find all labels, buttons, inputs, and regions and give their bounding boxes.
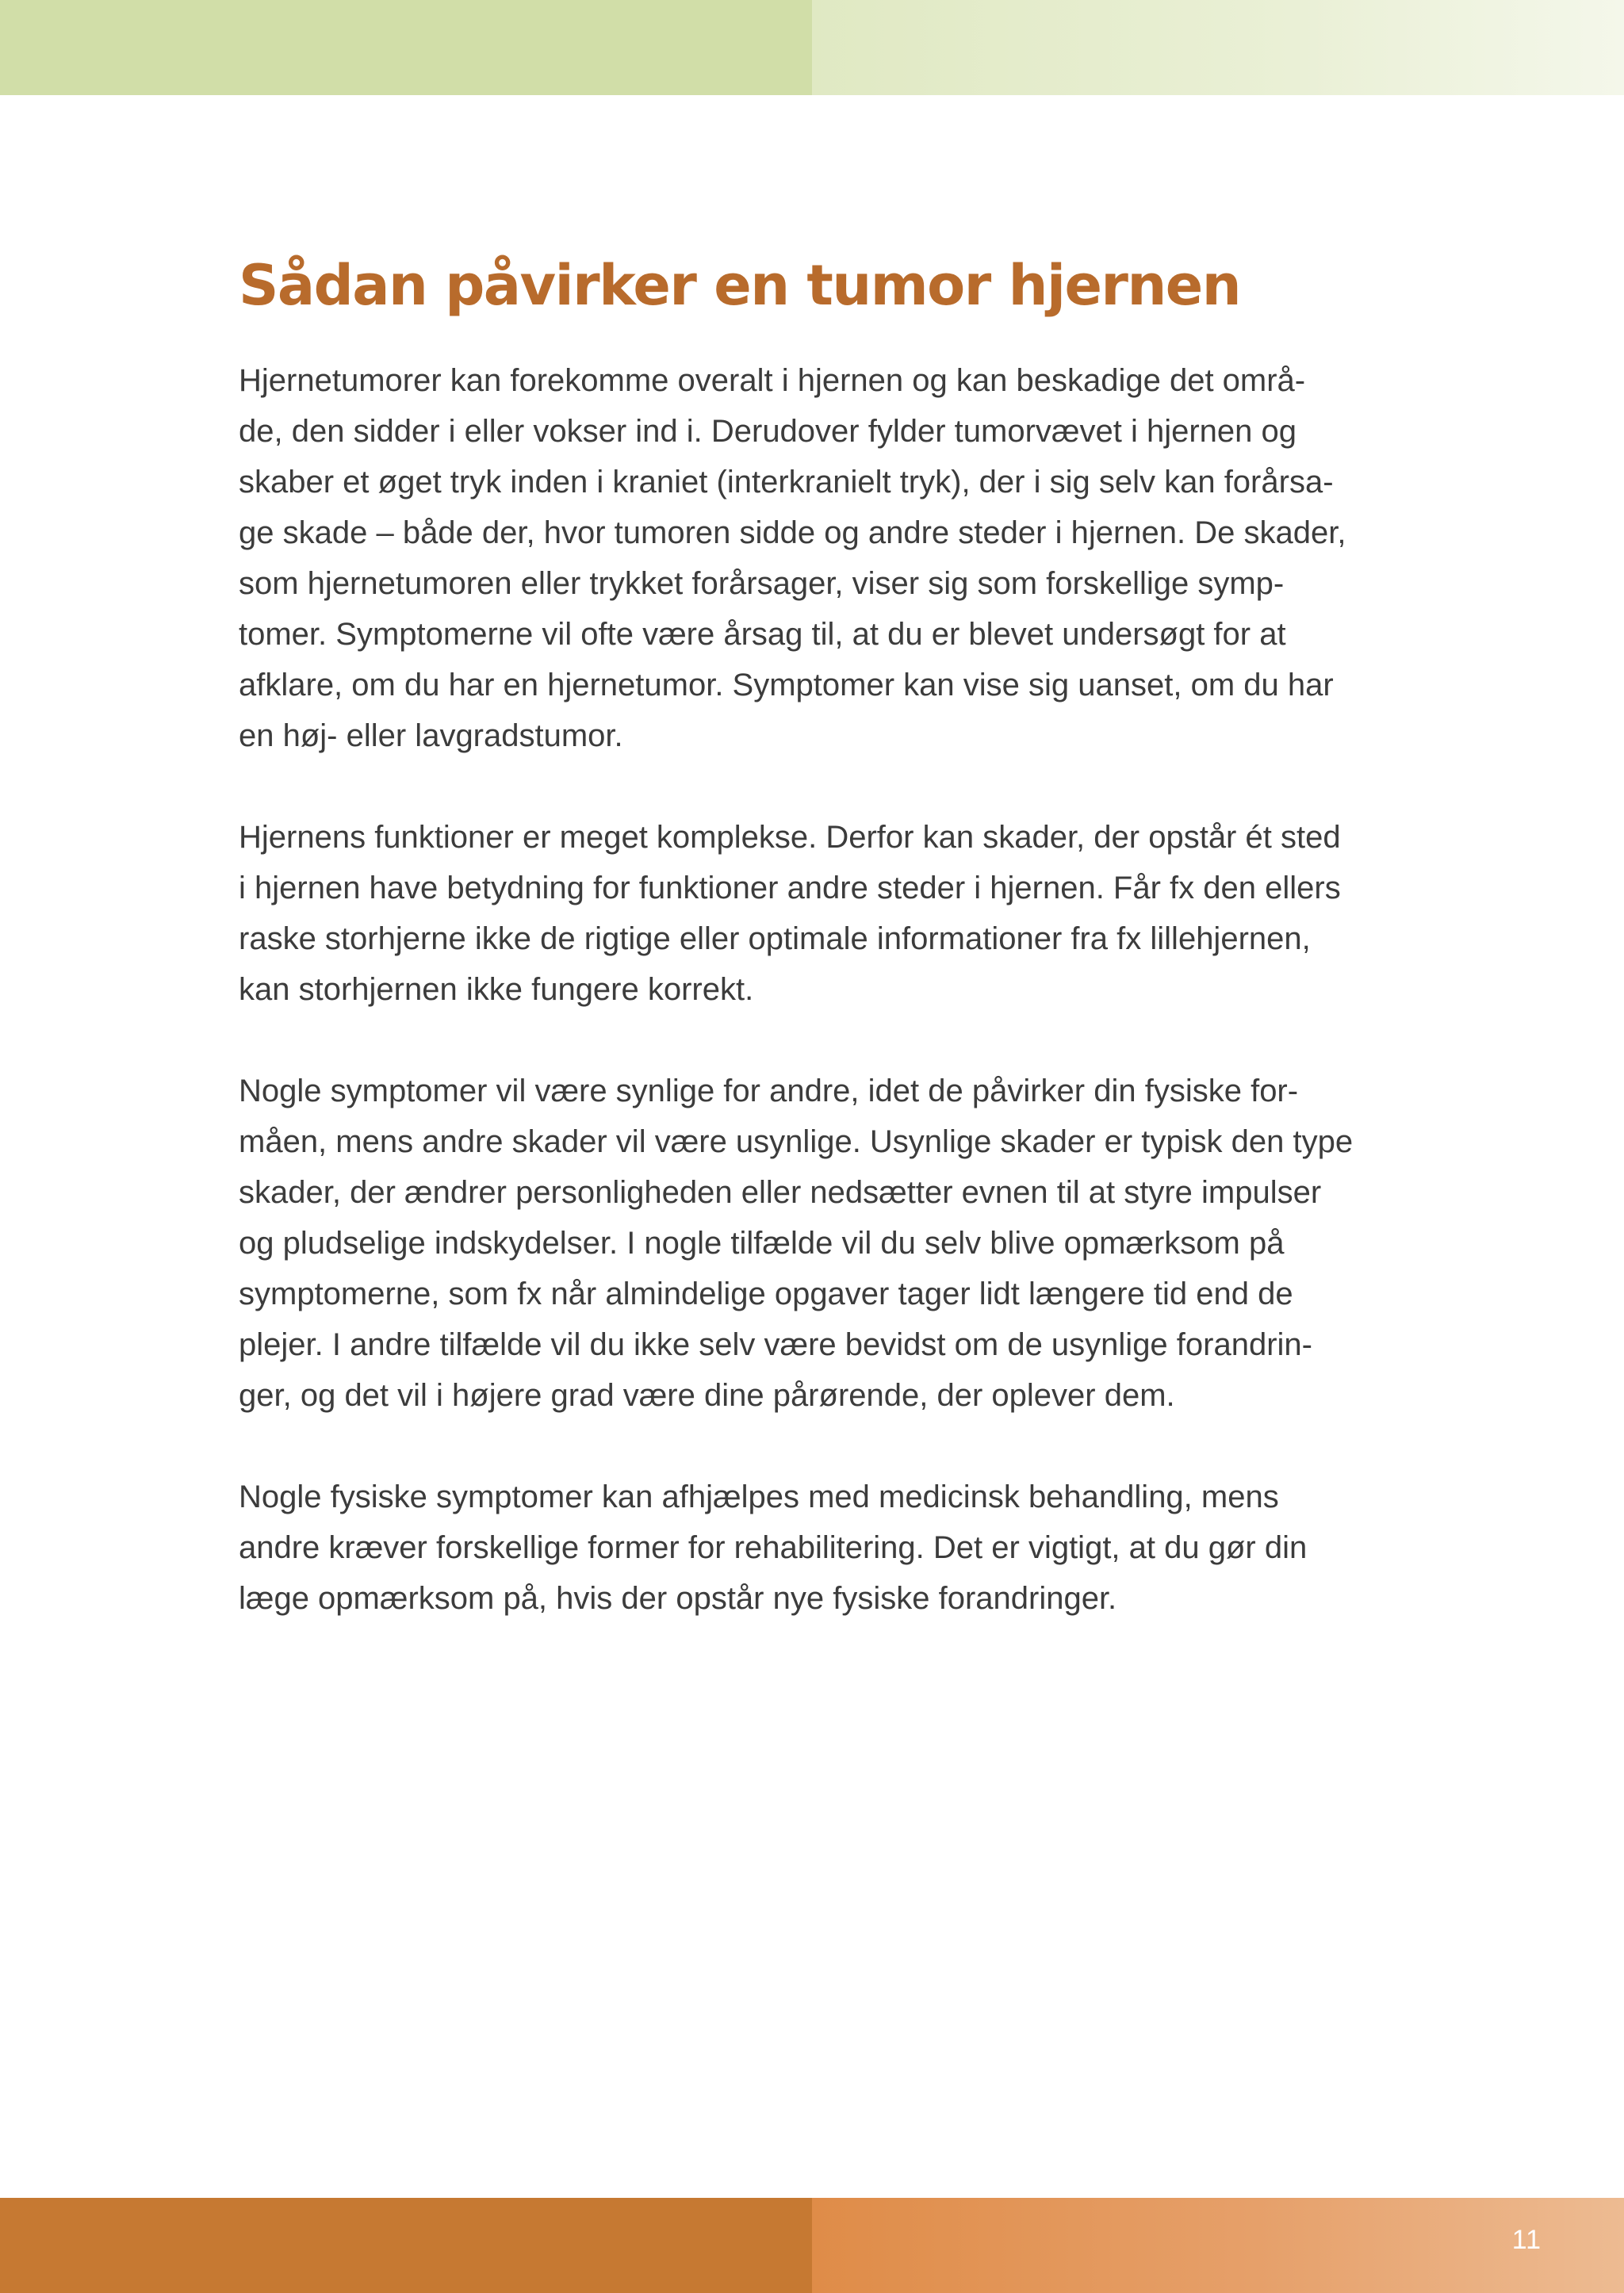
page-number: 11 <box>1511 2225 1542 2255</box>
paragraph-line: afklare, om du har en hjernetumor. Symptomer kan vise sig uanset, om du har <box>239 668 1334 702</box>
paragraph-line: Nogle symptomer vil være synlige for andre, idet de påvirker din fysiske for- <box>239 1074 1299 1108</box>
paragraph-line: Nogle fysiske symptomer kan afhjælpes med medicinsk behandling, mens <box>239 1480 1279 1514</box>
paragraph-1 <box>239 355 1444 761</box>
paragraph-line: og pludselige indskydelser. I nogle tilfælde vil du selv blive opmærksom på <box>239 1226 1285 1261</box>
paragraph-line: kan storhjernen ikke fungere korrekt. <box>239 972 754 1007</box>
top-decorative-band <box>0 0 1624 95</box>
paragraph-line: andre kræver forskellige former for rehabilitering. Det er vigtigt, at du gør din <box>239 1530 1308 1565</box>
page-content <box>239 252 1444 1624</box>
paragraph-line: raske storhjerne ikke de rigtige eller optimale informationer fra fx lillehjernen, <box>239 921 1311 956</box>
paragraph-2 <box>239 812 1444 1015</box>
paragraph-line: Hjernetumorer kan forekomme overalt i hjernen og kan beskadige det områ- <box>239 363 1306 398</box>
bottom-band-right-gradient <box>812 2198 1624 2293</box>
bottom-band-left-block <box>0 2198 812 2293</box>
paragraph-line: symptomerne, som fx når almindelige opgaver tager lidt længere tid end de <box>239 1277 1293 1311</box>
top-band-right-gradient <box>812 0 1624 95</box>
paragraph-line: en høj- eller lavgradstumor. <box>239 718 623 753</box>
paragraph-line: plejer. I andre tilfælde vil du ikke selv være bevidst om de usynlige forandrin- <box>239 1327 1312 1362</box>
paragraph-line: tomer. Symptomerne vil ofte være årsag til, at du er blevet undersøgt for at <box>239 617 1286 652</box>
paragraph-3 <box>239 1066 1444 1421</box>
paragraph-line: ge skade – både der, hvor tumoren sidde og andre steder i hjernen. De skader, <box>239 515 1346 550</box>
paragraph-line: de, den sidder i eller vokser ind i. Derudover fylder tumorvævet i hjernen og <box>239 414 1297 449</box>
paragraph-line: skader, der ændrer personligheden eller nedsætter evnen til at styre impulser <box>239 1175 1322 1210</box>
paragraph-line: Hjernens funktioner er meget komplekse. Derfor kan skader, der opstår ét sted <box>239 820 1341 855</box>
bottom-decorative-band <box>0 2198 1624 2293</box>
page-title: Sådan påvirker en tumor hjernen <box>239 253 1241 318</box>
paragraph-line: i hjernen have betydning for funktioner andre steder i hjernen. Får fx den ellers <box>239 871 1341 905</box>
paragraph-4 <box>239 1472 1444 1624</box>
paragraph-line: som hjernetumoren eller trykket forårsager, viser sig som forskellige symp- <box>239 566 1285 601</box>
paragraph-line: skaber et øget tryk inden i kraniet (interkranielt tryk), der i sig selv kan forårsa- <box>239 465 1334 500</box>
paragraph-line: måen, mens andre skader vil være usynlige. Usynlige skader er typisk den type <box>239 1124 1354 1159</box>
paragraph-line: læge opmærksom på, hvis der opstår nye fysiske forandringer. <box>239 1581 1117 1616</box>
paragraph-line: ger, og det vil i højere grad være dine pårørende, der oplever dem. <box>239 1378 1175 1413</box>
top-band-left-block <box>0 0 812 95</box>
